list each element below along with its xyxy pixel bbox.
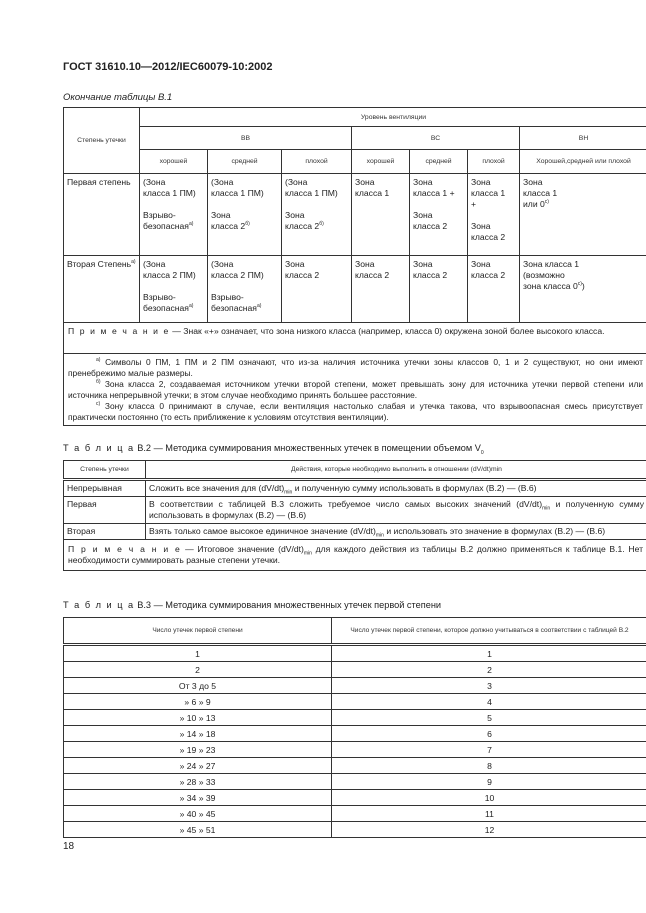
leak-count: » 14 » 18 <box>64 726 332 742</box>
zone-text: Зона класса 2 <box>355 259 390 280</box>
col-considered-header: Число утечек первой степени, которое должно учитываться в соответствии с таблицей В.2 <box>332 618 646 645</box>
note-label: П р и м е ч а н и е <box>68 326 170 336</box>
zone-text-tail: ) <box>581 281 585 291</box>
leak-count: 2 <box>64 662 332 678</box>
footnote <box>68 357 643 379</box>
considered-count: 1 <box>332 645 646 662</box>
footnote-marker: а) <box>188 303 194 310</box>
considered-count: 11 <box>332 806 646 822</box>
table-b1-note <box>64 323 646 354</box>
table-b1 <box>63 107 646 426</box>
zone-text: (Зона класса 2 ПМ) Взрыво- безопасная <box>143 259 196 313</box>
footnote <box>68 401 643 423</box>
leak-count: 1 <box>64 645 332 662</box>
footnote-marker: б) <box>245 221 250 228</box>
caption-text: В.3 — Методика суммирования множественных утечек первой степени <box>134 600 442 610</box>
footnote-marker: с) <box>544 199 549 206</box>
table-row <box>64 480 646 497</box>
zone-text: (Зона класса 1 ПМ) Взрыво- безопасная <box>143 177 196 231</box>
table-row <box>64 678 646 694</box>
table-b1-caption: Окончание таблицы В.1 <box>63 92 173 103</box>
table-row <box>64 742 646 758</box>
note-text-a: — Итоговое значение (dV/dt) <box>181 544 304 554</box>
note-text-b: для каждого действия из таблицы В.2 должно применяться к таблице В.1. Нет необходимости суммировать разные степени утечки. <box>68 544 644 565</box>
zone-cell <box>468 174 520 256</box>
table-b3 <box>63 617 646 838</box>
considered-count: 6 <box>332 726 646 742</box>
leak-count: » 19 » 23 <box>64 742 332 758</box>
action-a: В соответствии с таблицей В.3 сложить требуемое число самых высоких значений (dV/dt) <box>149 499 543 509</box>
zone-text: Зона класса 1 + Зона класса 2 <box>413 177 455 231</box>
group-vs: ВС <box>352 127 520 150</box>
caption-label: Т а б л и ц а <box>63 600 135 610</box>
note-label: П р и м е ч а н и е <box>68 544 182 554</box>
leak-count: » 6 » 9 <box>64 694 332 710</box>
table-b3-caption <box>63 600 441 610</box>
vent-subheader: плохой <box>282 150 352 174</box>
zone-text: Зона класса 1 (возможно зона класса 0 <box>523 259 580 291</box>
table-b2-caption <box>63 443 484 456</box>
action-c: и полученную сумму использовать в формулах (В.2) — (В.6) <box>292 483 537 493</box>
zone-text: Зона класса 2 <box>471 259 506 280</box>
caption-text: В.2 — Методика суммирования множественных утечек в помещении объемом V <box>134 443 481 453</box>
footnote-marker: а) <box>256 303 262 310</box>
vent-subheader: хорошей <box>140 150 208 174</box>
leak-degree: Непрерывная <box>64 480 146 497</box>
table-row <box>64 645 646 662</box>
action-text <box>146 497 646 524</box>
zone-text: Зона класса 2 <box>413 259 448 280</box>
table-row <box>64 524 646 540</box>
zone-cell <box>208 174 282 256</box>
vent-subheader: средней <box>410 150 468 174</box>
footnote-text: Символы 0 ПМ, 1 ПМ и 2 ПМ означают, что из-за наличия источника утечки зоны классов 0, 1 и 2 существуют, но они имеют пренебрежимо малые размеры. <box>68 357 644 378</box>
leak-count: » 40 » 45 <box>64 806 332 822</box>
action-text <box>146 524 646 540</box>
group-vn: ВН <box>520 127 646 150</box>
table-row <box>64 806 646 822</box>
considered-count: 12 <box>332 822 646 838</box>
table-b1-footnotes <box>64 354 646 426</box>
vent-subheader: плохой <box>468 150 520 174</box>
leak-count: » 28 » 33 <box>64 774 332 790</box>
considered-count: 7 <box>332 742 646 758</box>
zone-cell <box>520 256 646 323</box>
considered-count: 2 <box>332 662 646 678</box>
document-header: ГОСТ 31610.10—2012/IEC60079-10:2002 <box>63 61 273 73</box>
table-row <box>64 726 646 742</box>
table-row <box>64 694 646 710</box>
leak-count: » 24 » 27 <box>64 758 332 774</box>
col-count-header: Число утечек первой степени <box>64 618 332 645</box>
col-vent-header: Уровень вентиляции <box>140 108 646 127</box>
table-b2-note <box>64 540 646 571</box>
leak-degree: Вторая <box>64 524 146 540</box>
zone-cell <box>410 174 468 256</box>
note-text: — Знак «+» означает, что зона низкого класса (например, класса 0) окружена зоной более высокого класса. <box>169 326 605 336</box>
leak-degree-label <box>64 174 140 256</box>
table-row <box>64 662 646 678</box>
table-row <box>64 822 646 838</box>
vent-subheader: Хорошей,средней или плохой <box>520 150 646 174</box>
table-row <box>64 790 646 806</box>
footnote-text: Зону класса 0 принимают в случае, если вентиляция настолько слабая и утечка такова, что взрывоопасная смесь присутствует практически постоянно (то есть приближение к условиям отсутствия вентиляции). <box>68 400 644 422</box>
considered-count: 3 <box>332 678 646 694</box>
leak-degree-text: Вторая Степень <box>67 259 132 269</box>
considered-count: 9 <box>332 774 646 790</box>
col-degree-header: Степень утечки <box>64 461 146 480</box>
group-vv: ВВ <box>140 127 352 150</box>
considered-count: 4 <box>332 694 646 710</box>
vent-subheader: хорошей <box>352 150 410 174</box>
action-sub: min <box>375 532 384 539</box>
zone-cell <box>282 256 352 323</box>
leak-count: » 34 » 39 <box>64 790 332 806</box>
zone-text: (Зона класса 1 ПМ) Зона класса 2 <box>285 177 338 231</box>
zone-cell <box>352 174 410 256</box>
footnote-marker: а) <box>131 259 136 266</box>
footnote-marker: а) <box>188 221 194 228</box>
footnote-marker: с) <box>96 400 101 407</box>
vent-subheader: средней <box>208 150 282 174</box>
action-sub: min <box>542 505 551 512</box>
action-a: Сложить все значения для (dV/dt) <box>149 483 285 493</box>
considered-count: 10 <box>332 790 646 806</box>
zone-text: Зона класса 1 или 0 <box>523 177 558 209</box>
caption-label: Т а б л и ц а <box>63 443 135 453</box>
footnote-marker: а) <box>96 357 101 364</box>
action-c: и полученную сумму использовать в формулах (В.2) — (В.6) <box>149 499 645 520</box>
footnote-marker: с) <box>577 281 582 288</box>
table-row <box>64 774 646 790</box>
footnote-marker: б) <box>96 379 101 386</box>
zone-cell <box>140 174 208 256</box>
considered-count: 5 <box>332 710 646 726</box>
caption-sub: 0 <box>480 449 484 456</box>
table-row <box>64 710 646 726</box>
leak-count: От 3 до 5 <box>64 678 332 694</box>
leak-degree: Первая <box>64 497 146 524</box>
footnote-marker: б) <box>319 221 324 228</box>
table-b2 <box>63 460 646 571</box>
note-sub: min <box>303 550 312 557</box>
page-number: 18 <box>63 841 75 852</box>
col-leak-header: Степень утечки <box>64 108 140 174</box>
zone-cell <box>140 256 208 323</box>
table-row <box>64 497 646 524</box>
zone-cell <box>520 174 646 256</box>
action-c: и использовать это значение в формулах (В.2) — (В.6) <box>383 526 606 536</box>
zone-text: Зона класса 1 + Зона класса 2 <box>471 177 506 242</box>
zone-text: Зона класса 1 <box>355 177 390 198</box>
zone-text: (Зона класса 1 ПМ) Зона класса 2 <box>211 177 264 231</box>
col-actions-header: Действия, которые необходимо выполнить в отношении (dV/dt)min <box>146 461 646 480</box>
leak-degree-label <box>64 256 140 323</box>
zone-cell <box>468 256 520 323</box>
footnote <box>68 379 643 401</box>
action-a: Взять только самое высокое единичное значение (dV/dt) <box>149 526 376 536</box>
zone-cell <box>352 256 410 323</box>
zone-cell <box>208 256 282 323</box>
action-sub: min <box>284 489 293 496</box>
footnote-text: Зона класса 2, создаваемая источником утечки второй степени, может превышать зону для источника утечки первой степени или источника непрерывной утечки; в этом случае необходимо принять большее расстояние. <box>68 378 644 400</box>
leak-count: » 45 » 51 <box>64 822 332 838</box>
zone-cell <box>410 256 468 323</box>
leak-count: » 10 » 13 <box>64 710 332 726</box>
zone-text: (Зона класса 2 ПМ) Взрыво- безопасная <box>211 259 264 313</box>
action-text <box>146 480 646 497</box>
table-row <box>64 758 646 774</box>
considered-count: 8 <box>332 758 646 774</box>
zone-text: Зона класса 2 <box>285 259 320 280</box>
leak-degree-text: Первая степень <box>67 177 131 187</box>
zone-cell <box>282 174 352 256</box>
